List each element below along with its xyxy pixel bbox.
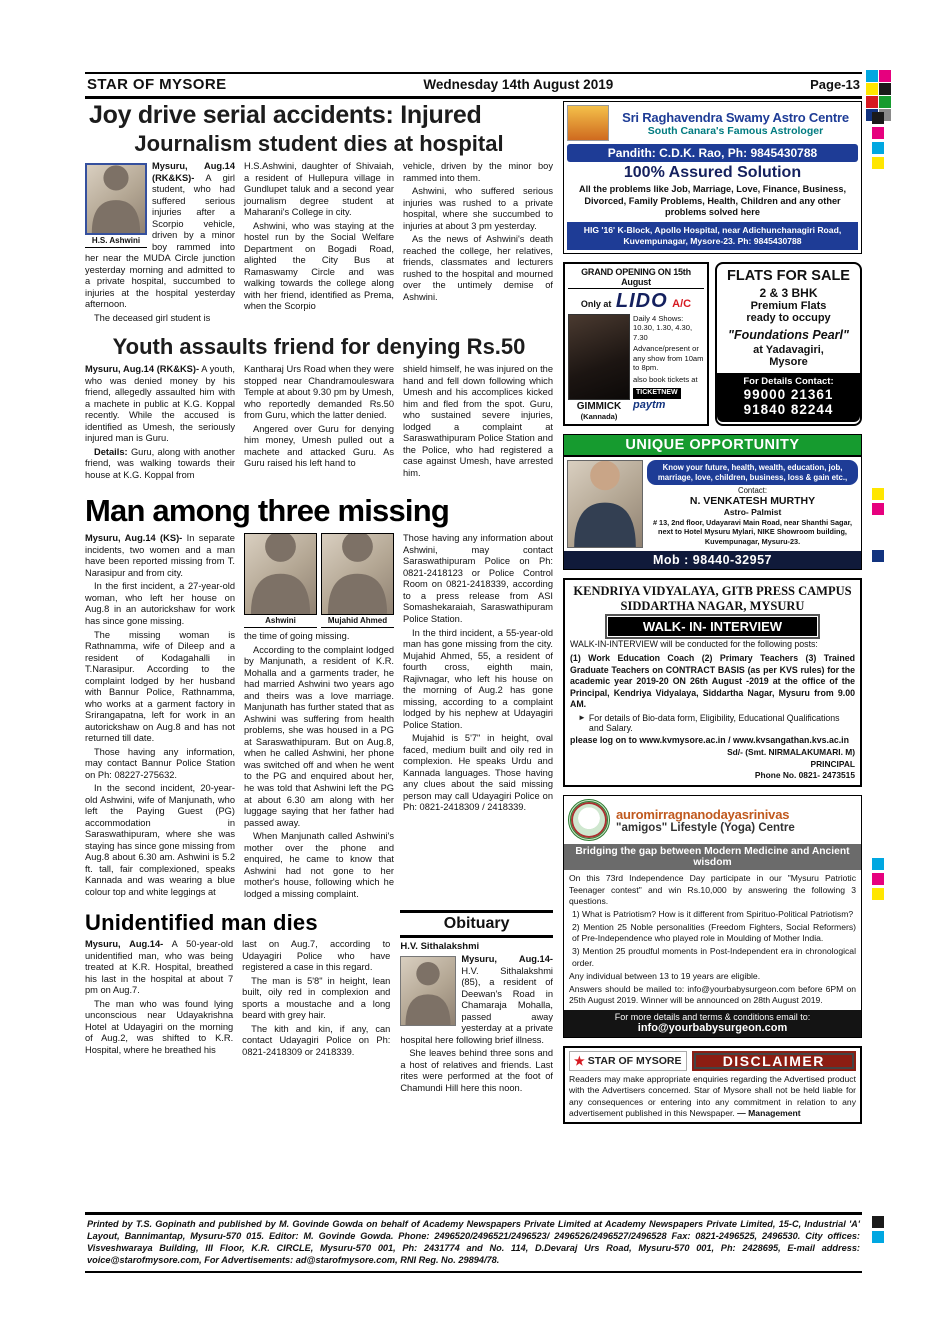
star-icon: ★ [574,1054,585,1069]
paragraph: Mysuru, Aug.14- H.V. Sithalakshmi (85), a resident of Deewan's Road in Chamaraja Mohalla, passed away yesterday at a private hospital here following brief illness. [400,954,553,1045]
movie-poster [568,314,630,400]
paragraph: Mysuru, Aug.14 (KS)- In separate incidents, two women and a man have been reported missing from T. Narasipur and from city. [85,533,235,578]
photo-caption: Mujahid Ahmed [321,615,394,628]
amigos-logo [568,799,610,841]
paragraph: shield himself, he was injured on the hand and fell down following which Umesh and his accomplices kicked him and fled from the spot. Guru, who sustained severe injuries, lodged a complaint at Saraswathipuram Police Station and the Police, who had registered a case against Umesh, have arrested him. [403,364,553,478]
kv-signature [570,747,855,781]
paragraph: Mysuru, Aug.14- A 50-year-old unidentified man, who was being treated at K.R. Hospital, breathed his last in the hospital at about 7 pm on Aug.7. [85,939,234,996]
paragraph: Mysuru, Aug.14 (RK&KS)- A girl student, who had suffered serious injuries after a Scorpio vehicle, driven by a minor boy rammed into her near the MUDA Circle junction yesterday morning and admitted to a private hospital, succumbed to injuries at the hospital yesterday afternoon. [85,161,235,310]
headline-line2: Journalism student dies at hospital [134,131,504,156]
lido-name-row [568,290,704,313]
photo-caption: Ashwini [244,615,317,628]
deity-photo [567,105,609,141]
articles-column [85,101,553,1124]
article1-col1 [85,161,235,326]
registration-square [866,96,878,108]
obituary-body [400,954,553,1094]
article3-col3 [403,533,553,902]
article2-col1 [85,364,235,483]
obituary-title: Obituary [400,910,553,938]
paragraph: last on Aug.7, according to Udayagiri Police who have registered a case in this regard. [242,939,391,973]
photo-block [321,533,394,628]
paragraph: Kantharaj Urs Road when they were stopped near Chandramouleswara Temple at about 9.30 pm by Umesh, who reportedly demanded Rs.50 from Guru, which the latter denied. [244,364,394,421]
obituary-name: H.V. Sithalakshmi [400,941,480,953]
registration-square [872,873,884,885]
kv-intro: WALK-IN-INTERVIEW will be conducted for the following posts: [570,638,818,649]
poster-block [568,314,630,421]
paragraph: Mysuru, Aug.14 (RK&KS)- A youth, who was denied money by his friend, allegedly assaulted him with a machete in public at K.G. Koppal recently. While the accused is identified as Umesh, the seriously injured man is Guru. [85,364,235,444]
ad-address: # 13, 2nd floor, Udayaravi Main Road, near Shanthi Sagar, next to Hotel Mysuru Mylari, NIKE Showroom building, Kuvempunagar, Mysuru-23. [652,518,853,546]
ad-subtitle: South Canara's Famous Astrologer [647,124,824,137]
flats-line: Premium Flats [750,299,827,312]
imprint-text: Printed by T.S. Gopinath and published by M. Govinde Gowda on behalf of Academy Newspapers Private Limited at Academy Newspapers Private Limited, 15-C, Industrial 'A' Layout, Bannimantap, Mysuru-570 015. Editor: M. Govinde Gowda. Phone: 2496520/2496521/2496523/ 2496526/2496527/2496528 Fax: 0821-2496525, 2496530. City offices: Visveshwaraya Building, III Floor, K.R. CIRCLE, Mysuru-570 001, Ph: 2431774 and No. 114, D.Devaraj Urs Road, Mysuru-570 001, Ph: 2428695, E-mail address: voice@starofmysore.com, For Advertisements: ad@starofmysore.com, RNI Reg. No. 29894/78. [87,1219,860,1266]
ad-rail [563,101,862,1124]
paytm-logo: paytm [633,398,666,411]
registration-square [872,127,884,139]
ad-unique-opportunity [563,434,862,570]
only-at-label: Only at [580,298,612,309]
also-line: also book tickets at [633,374,698,384]
main-content [85,101,862,1124]
principal-line: PRINCIPAL [810,758,855,769]
paragraph: the time of going missing. [244,631,350,642]
registration-square [872,858,884,870]
registration-square [872,503,884,515]
ad-kendriya-vidyalaya [563,578,862,788]
contest-body [564,870,861,1010]
phone-number: 91840 82244 [743,401,834,417]
email-address: info@yourbabysurgeon.com [637,1022,788,1035]
registration-square [879,96,891,108]
registration-square [879,83,891,95]
kv-posts: (1) Work Education Coach (2) Primary Teachers (3) Trained Graduate Teachers on CONTRACT BASIS (as per KVS rules) for the academic year 2019-20 ON 26th August -2019 at the office of the Principal, Kendriya Vidyalaya, Siddartha Nagar, Mysuru from 9.00 AM. [570,653,855,709]
flats-line: ready to occupy [746,311,831,324]
article-three-missing [85,493,553,902]
article1-col3 [403,161,553,326]
ad-disclaimer [563,1046,862,1124]
registration-square [872,488,884,500]
ad-address: HIG '16' K-Block, Apollo Hospital, near Adichunchanagiri Road, Kuvempunagar, Mysore-23. Ph: 9845430788 [567,222,858,250]
paragraph: The man who was found lying unconscious near Udayakrishna Hotel at Udayagiri on the morning of Aug.2, was shifted to K.R. Hospital, where he breathed his [85,998,234,1055]
contest-question: 3) Mention 25 proudful moments in Post-Independent era in chronological order. [572,946,856,968]
kv-bullet-text: For details of Bio-data form, Eligibility, Educational Qualifications and Salary. [588,713,840,734]
astrologer-role: Astro- Palmist [723,507,782,518]
color-registration-marks [872,1216,884,1243]
article2-col2 [244,364,394,483]
registration-square [872,1216,884,1228]
project-name: "Foundations Pearl" [728,327,849,342]
paragraph: Those having any information, may contact Bannur Police Station on Ph: 08227-275632. [85,746,235,780]
registration-square [872,142,884,154]
brand-name: auromirragnanodayasrinivas [616,806,790,822]
paragraph: In the second incident, 20-year-old Ashwini, wife of Manjunath, who left the Paying Guest (PG) accommodation in Saraswathipuram, where she was staying has since gone missing from Aug.8 about 6.30 am. Ashwini is 5.2 ft. tall, fair complexioned, speaks Kannada and was wearing a blue colour top and white leggings at [85,783,235,897]
assured-solution: 100% Assured Solution [623,164,802,181]
headline: Man among three missing [85,493,449,529]
article3-col2 [244,533,394,902]
ad-title: Sri Raghavendra Swamy Astro Centre [622,109,849,125]
ashwini-photo [244,533,317,615]
article-unidentified-man [85,910,390,1096]
ad-amigos-yoga-centre [563,795,862,1038]
eligibility-line: Any individual between 13 to 19 years are eligible. [569,970,761,981]
paragraph: In the first incident, a 27-year-old woman, who left her house on Aug.8 in an autorickshaw for work has since gone missing. [85,581,235,626]
issue-date: Wednesday 14th August 2019 [423,77,614,92]
bottom-row [85,910,553,1096]
headline: Unidentified man dies [85,910,318,936]
missing-persons-photos [244,533,394,628]
brand-name: STAR OF MYSORE [587,1055,682,1068]
phone-number: Mob : 98440-32957 [564,551,861,569]
article-youth-assault [85,334,553,483]
ad-lido-cinema [563,262,709,426]
article4-col1 [85,939,233,1060]
contact-label: For more details and terms & conditions email to: [614,1012,811,1023]
article1-col2 [244,161,394,326]
color-registration-marks [872,550,884,562]
ad-body: All the problems like Job, Marriage, Love, Finance, Business, Divorced, Family Problems, Health, Children and any other problems solved here [578,184,847,217]
walk-in-interview-banner: WALK- IN- INTERVIEW [608,617,817,636]
movie-language: (Kannada) [580,411,618,421]
color-registration-marks [872,488,884,515]
article3-col1 [85,533,235,902]
contact-label: For Details Contact: [743,375,834,387]
page-number: Page-13 [810,77,860,92]
project-location: at Yadavagiri, [753,343,824,356]
contact-label: Contact: [737,486,768,496]
management-sign: — Management [737,1107,801,1118]
cinema-name: LIDO [615,289,668,312]
sithalakshmi-photo [400,956,456,1026]
registration-square [879,70,891,82]
paragraph: Mujahid is 5'7" in height, oval faced, medium built and oily red in complexion. He speaks Urdu and Kannada languages. Those having any clues about the said missing person may call Udayagiri Police on Ph: 0821-2418309 / 2418339. [403,733,553,813]
phone-number: Ph: 9845430788 [737,235,802,246]
photo-block [85,163,147,248]
page-header [85,72,862,99]
phone-number: 99000 21361 [743,386,834,402]
contact-block [717,373,860,422]
shows-line: Daily 4 Shows: 10.30, 1.30, 4.30, 7.30 [633,313,693,342]
ad-title: FLATS FOR SALE [727,267,850,284]
flats-line: 2 & 3 BHK [759,285,818,300]
paragraph: The kith and kin, if any, can contact Udayagiri Police on Ph: 0821-2418309 or 2418339. [242,1023,391,1057]
astro-header [567,105,858,141]
headline: Youth assaults friend for denying Rs.50 [112,334,526,360]
paragraph: Angered over Guru for denying him money, Umesh pulled out a machete and attacked Guru. As Guru raised his left hand to [244,423,394,469]
registration-square [872,1231,884,1243]
contact-block [564,1010,861,1037]
paragraph: In the third incident, a 55-year-old man has gone missing from the city. Mujahid Ahmed, 55, a resident of fourth cross, eighth main, Rajivnagar, who left his house on the morning of Aug.2 has gone missing, according to a complaint lodged by his nephew at Udayagiri Police Station. [403,627,553,730]
brand-subtitle: "amigos" Lifestyle (Yoga) Centre [616,821,795,834]
contest-question: 2) Mention 25 Noble personalities (Freedom Fighters, Social Reformers) of Pre-Independence who played role in Moulding of Mother India. [572,922,856,944]
photo-caption: H.S. Ashwini [85,235,147,248]
astrologer-name: N. VENKATESH MURTHY [689,495,816,508]
contest-intro: On this 73rd Independence Day participate in our "Mysuru Patriotic Teenager contest" and win Rs.10,000 by answering the following 3 questions. [569,873,856,906]
paragraph: She leaves behind three sons and a host of relatives and friends. Last rites were performed at the foot of Chamundi Hill here this noon. [400,1048,553,1093]
registration-square [872,112,884,124]
disclaimer-body: Readers may make appropriate enquiries regarding the Advertised product with the Advertisers concerned. Star of Mysore shall not be held liable for any consequences or entering into any commitment in relation to any advertisement published in this Newspaper. — Management [569,1074,856,1118]
mujahid-ahmed-photo [321,533,394,615]
article4-col2 [242,939,390,1060]
registration-square [872,550,884,562]
advance-line: Advance/present or any show from 10am to 8pm. [633,344,704,373]
color-registration-marks [872,858,884,900]
paragraph: H.S.Ashwini, daughter of Shivaiah, a resident of Hullepura village in Gundlupet taluk and a second year journalism degree student at Maharani's College in city. [244,161,394,218]
show-timings [633,314,704,421]
movie-title: GIMMICK [576,400,622,412]
paragraph: vehicle, driven by the minor boy rammed into them. [403,161,553,183]
kv-bullet-line [578,713,855,733]
registration-square [866,83,878,95]
article-joy-drive [85,101,553,326]
paragraph: Details: Guru, along with another friend, was walking towards their house at K.G. Koppal from [85,446,235,480]
paragraph: As the news of Ashwini's death reached the college, her relatives, friends, classmates and lecturers rushed to the hospital and mourned over the untimely demise of Ashwini. [403,234,553,302]
contest-question: 1) What is Patriotism? How is it different from Spirituo-Political Patriotism? [572,908,854,919]
star-of-mysore-logo [569,1051,687,1071]
kv-weblink: please log on to www.kvmysore.ac.in / www.kvsangathan.kvs.ac.in [570,735,849,746]
disclaimer-title: DISCLAIMER [692,1051,857,1071]
registration-square [872,157,884,169]
tagline-banner: Bridging the gap between Modern Medicine and Ancient wisdom [564,844,861,870]
ticketnew-logo: TICKETNEW [633,388,681,399]
headline: Joy drive serial accidents: Injured [89,101,482,129]
paragraph: Those having any information about Ashwini, may contact Saraswathipuram Police on Ph: 0821-2418123 or Police Control Room on 0821-2418339, according to a press release from ASI Somashekaraiah, Saraswathipuram Police Station. [403,533,553,624]
astrologer-photo [567,460,643,548]
project-location: Mysore [769,355,808,368]
ad-flats-for-sale [715,262,862,426]
registration-square [866,70,878,82]
masthead: STAR OF MYSORE [87,76,227,93]
hs-ashwini-photo [85,163,147,235]
photo-block [244,533,317,628]
ad-row [563,262,862,426]
paragraph: According to the complaint lodged by Manjunath, a resident of K.R. Mohalla and a garments trader, he had married Ashwini two years ago and theirs was a love marriage. Manjunath has further stated that as Ashwini was suffering from health problems, she was housed in a PG at Saraswathipuram. But on Aug.8, when he called Ashwini, her phone was switched off and when he went to the PG and enquired about her, he was told that Ashwini left the PG at about 6.30 am along with her luggage saying that her father had passed away. [244,644,394,828]
registration-square [872,888,884,900]
phone-number: Phone No. 0821- 2473515 [754,770,855,781]
color-registration-marks [872,112,884,169]
pandith-bar: Pandith: C.D.K. Rao, Ph: 9845430788 [567,144,858,162]
paragraph: The missing woman is Rathnamma, wife of Dileep and a resident of Kodagahalli in T.Narasipur. According to the complaint lodged by her husband with Bannur Police, Rathnamma, who works at a garment factory in Srirangapatna, left for work in an autorickshaw on Aug.8 and has not returned till date. [85,629,235,744]
ad-title: KENDRIYA VIDYALAYA, GITB PRESS CAMPUS [573,583,852,598]
grand-opening: GRAND OPENING ON 15th August [568,267,704,289]
paragraph: Ashwini, who was staying at the hostel run by the Social Welfare Department on Bogadi Road, alighted the City Bus at Ramaswamy Circle and was walking towards the college along with her friend, identified as Prema, when the Scorpio [244,220,394,312]
paragraph: The deceased girl student is [94,312,211,323]
ad-title-line2: SIDDARTHA NAGAR, MYSURU [620,598,805,613]
paragraph: When Manjunath called Ashwini's mother over the phone and enquired, he came to know that Ashwini had not gone to her mother's house, following which he lodged a missing complaint. [244,831,394,899]
arrow-bullet-icon: ► [578,713,586,723]
ad-astro-centre [563,101,862,254]
obituary-section [400,910,553,1096]
paragraph: The man is 5'8" in height, lean built, oily red in complexion and sports a moustache and a long beard with grey hair. [242,975,391,1021]
imprint-footer [85,1212,862,1273]
paragraph: Ashwini, who suffered serious injuries was rushed to a private hospital, where she succumbed to injuries at about 3 pm yesterday. [403,186,553,231]
ad-pitch: Know your future, health, wealth, education, job, marriage, love, children, business, loss & gain etc., [647,460,858,485]
ac-label: A/C [672,297,692,310]
answers-line: Answers should be mailed to: info@yourbabysurgeon.com before 6PM on 25th August 2019. Winner will be announced on 28th August 2019. [569,983,856,1006]
ad-title: UNIQUE OPPORTUNITY [564,435,861,457]
article2-col3 [403,364,553,483]
sd-line: Sd/- (Smt. NIRMALAKUMARI. M) [727,747,855,758]
